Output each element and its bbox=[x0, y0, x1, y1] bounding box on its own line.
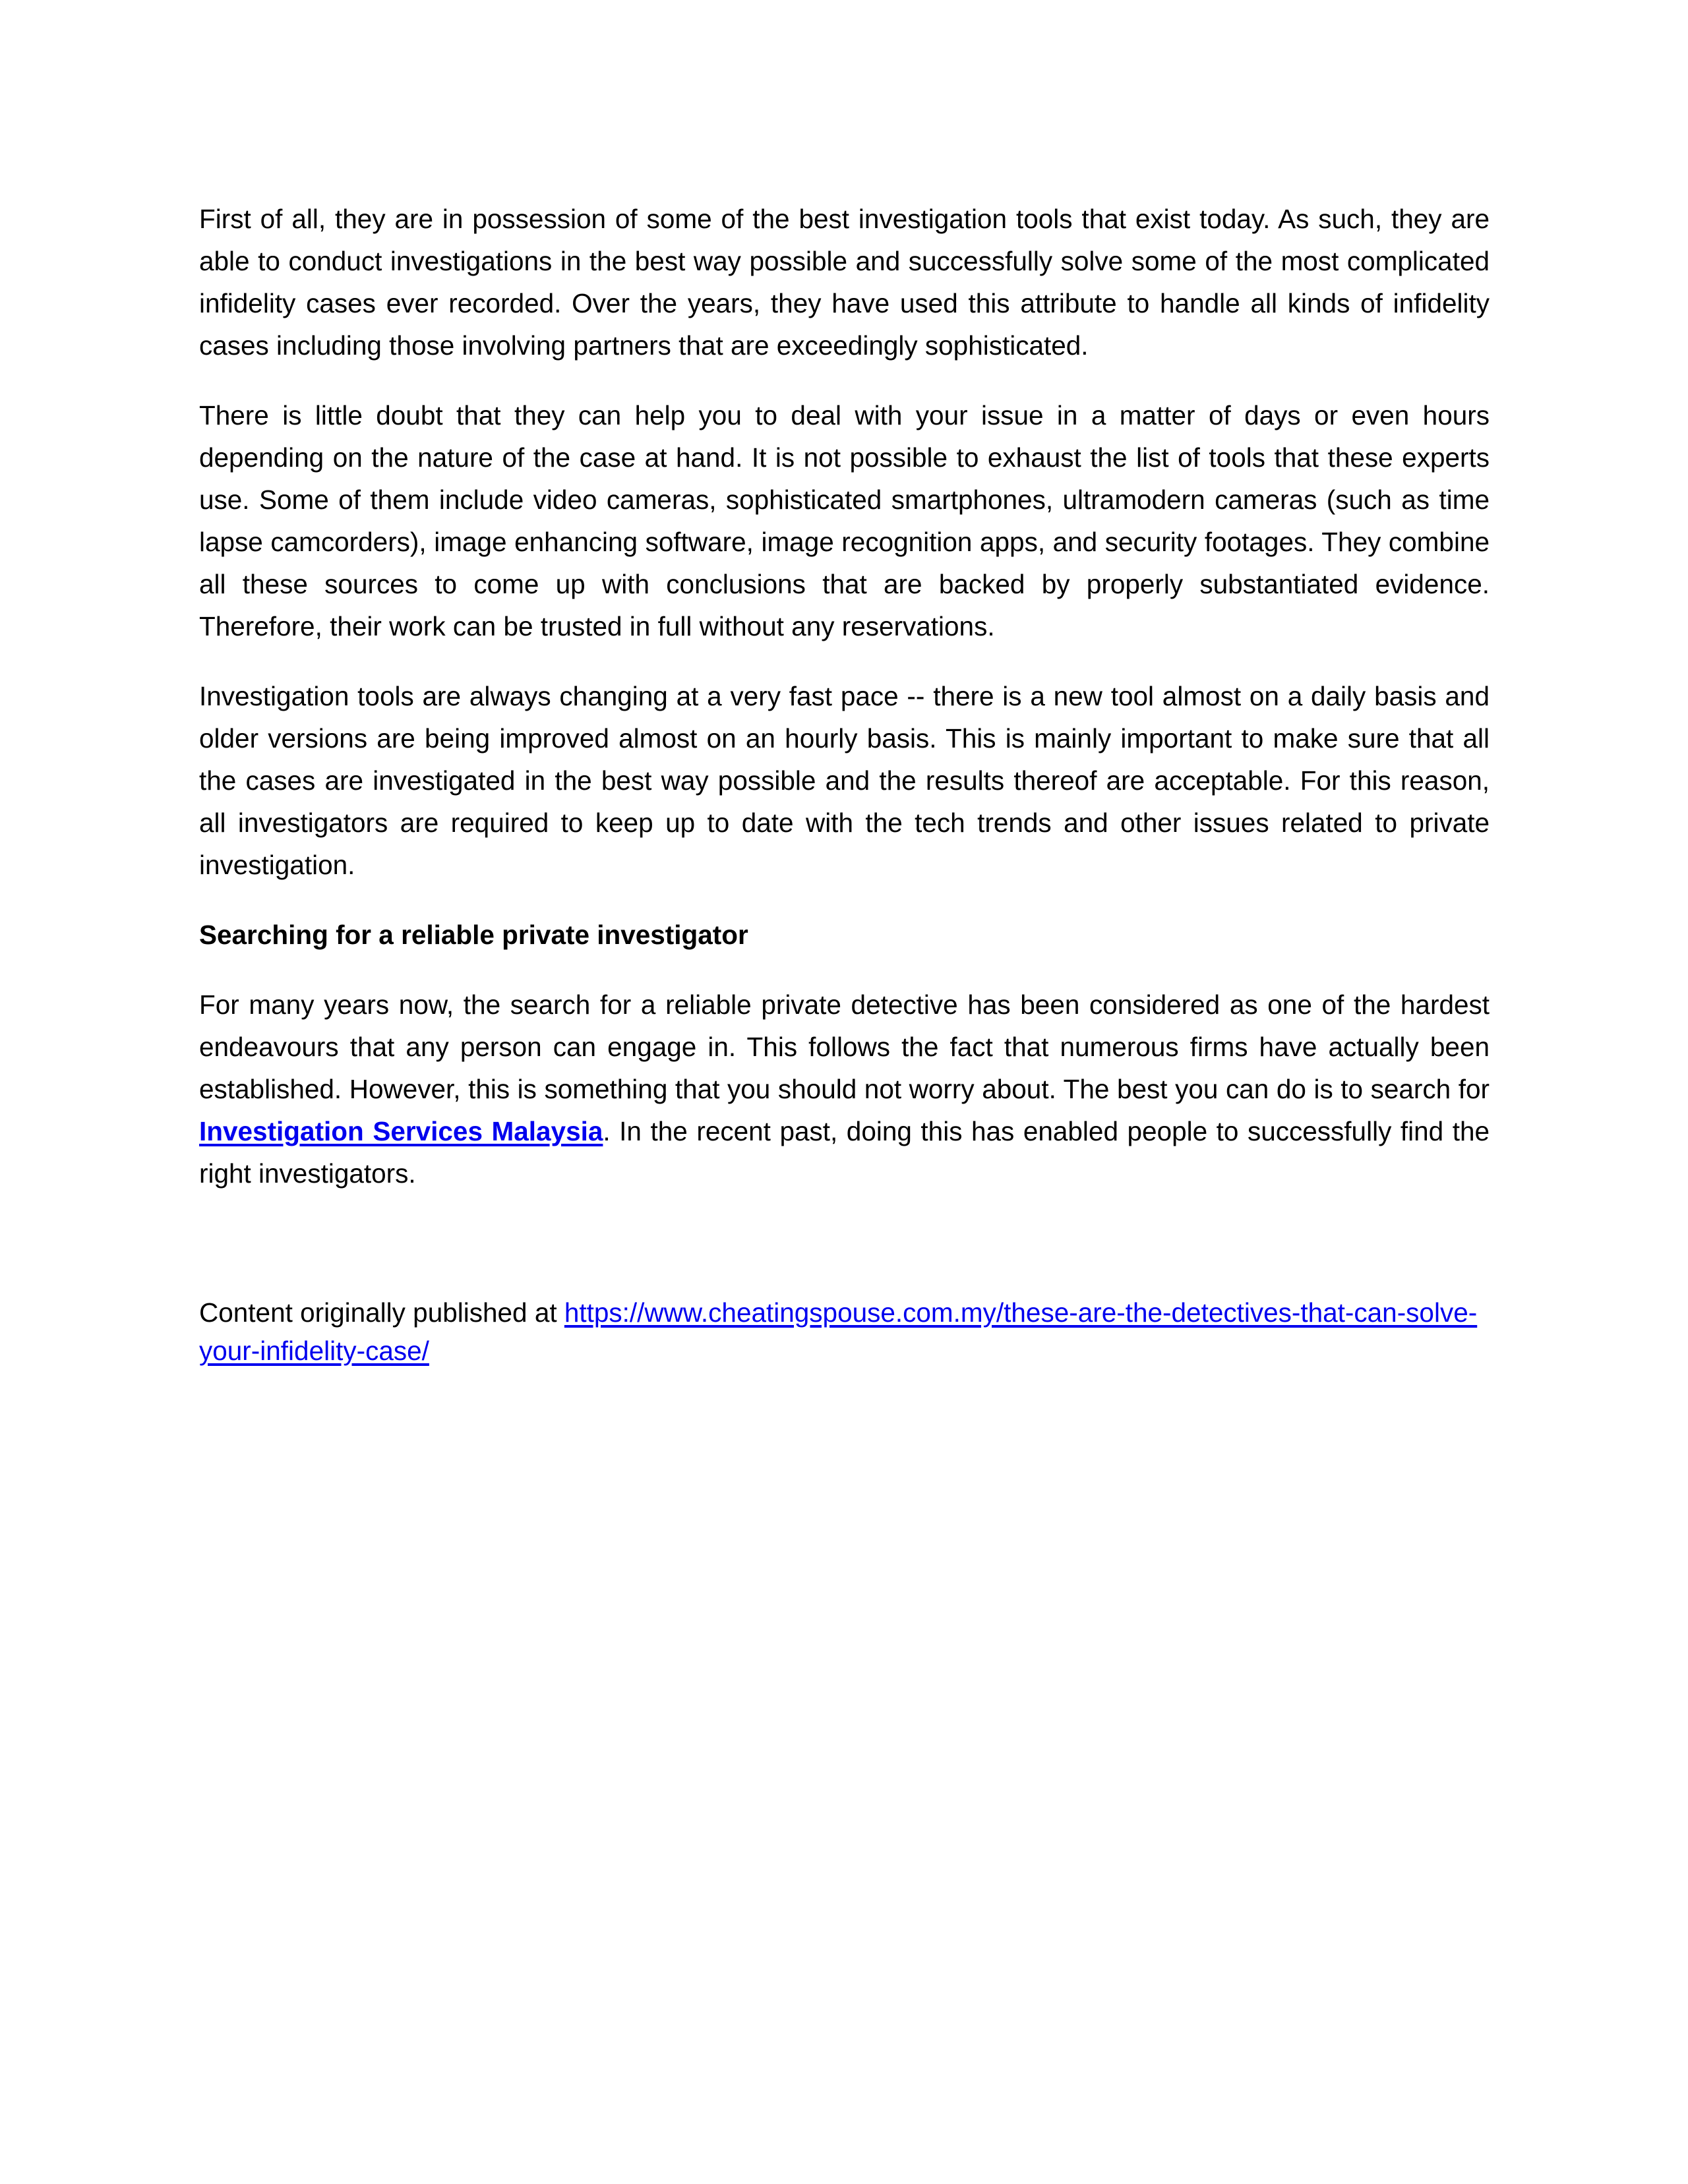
paragraph-search bbox=[199, 984, 1490, 1195]
paragraph-tools-possession: First of all, they are in possession of some of the best investigation tools that exist today. As such, they are able to conduct investigations in the best way possible and successfully solve some of the most complicated infidelity cases ever recorded. Over the years, they have used this attribute to handle all kinds of infidelity cases including those involving partners that are exceedingly sophisticated. bbox=[199, 204, 1490, 361]
source-label: Content originally published at bbox=[199, 1297, 564, 1328]
source-url-link[interactable]: https://www.cheatingspouse.com.my/these-are-the-detectives-that-can-solve-your-infidelity-case/ bbox=[199, 1297, 1478, 1366]
paragraph-search-text-before: For many years now, the search for a reliable private detective has been considered as one of the hardest endeavours that any person can engage in. This follows the fact that numerous firms have actually been established. However, this is something that you should not worry about. The best you can do is to search for bbox=[199, 989, 1490, 1104]
document-body bbox=[199, 198, 1490, 1397]
section-heading: Searching for a reliable private investigator bbox=[199, 920, 748, 950]
paragraph-search-text-after: . In the recent past, doing this has enabled people to successfully find the right investigators. bbox=[199, 1116, 1490, 1189]
source-attribution bbox=[199, 1293, 1490, 1370]
investigation-services-link[interactable]: Investigation Services Malaysia bbox=[199, 1116, 603, 1146]
paragraph-tools-list: There is little doubt that they can help you to deal with your issue in a matter of days or even hours depending on the nature of the case at hand. It is not possible to exhaust the list of tools that these experts use. Some of them include video cameras, sophisticated smartphones, ultramodern cameras (such as time lapse camcorders), image enhancing software, image recognition apps, and security footages. They combine all these sources to come up with conclusions that are backed by properly substantiated evidence. Therefore, their work can be trusted in full without any reservations. bbox=[199, 400, 1490, 641]
paragraph-tools-changing: Investigation tools are always changing at a very fast pace -- there is a new tool almost on a daily basis and older versions are being improved almost on an hourly basis. This is mainly important to make sure that all the cases are investigated in the best way possible and the results thereof are acceptable. For this reason, all investigators are required to keep up to date with the tech trends and other issues related to private investigation. bbox=[199, 681, 1490, 880]
